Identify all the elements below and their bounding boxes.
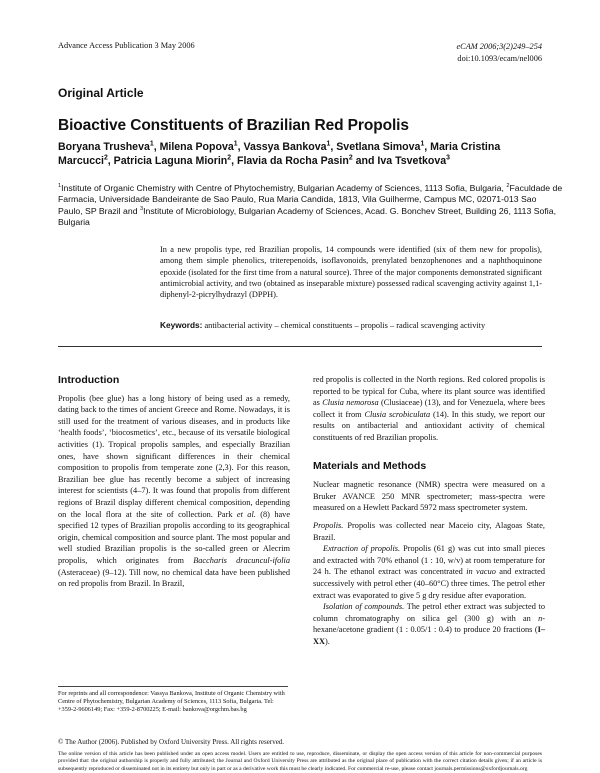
article-type: Original Article	[58, 86, 144, 100]
author-affil-marker: 1	[420, 140, 425, 148]
introduction-heading: Introduction	[58, 374, 120, 386]
abstract: In a new propolis type, red Brazilian propolis, 14 compounds were identified (six of them new for propolis), among them simple phenolics, triterepenoids, isoflavonoids, prenylated benzophenones and a naphthoquinone epoxide (isolated for the first time from a natural source). Three of the major components demonstrated significant antimicrobial activity, and two (obtained as inseparable mixture) possessed radical scavenging activity against 1,1-diphenyl-2-picrylhydrazyl (DPPH).	[160, 245, 542, 300]
author-name: Vassya Bankova	[243, 141, 327, 153]
journal-citation	[457, 41, 543, 65]
affiliation-3: Institute of Microbiology, Bulgarian Academy of Sciences, Acad. G. Bonchev Street, Building 26, 1113 Sofia, Bulgaria	[58, 205, 556, 228]
methods-heading: Materials and Methods	[313, 459, 427, 472]
affiliation-1: Institute of Organic Chemistry with Centre of Phytochemistry, Bulgarian Academy of Sciences, 1113 Sofia, Bulgaria,	[61, 183, 504, 193]
author-affil-marker: 2	[227, 154, 232, 162]
author-affil-marker: 2	[103, 154, 108, 162]
author-affil-marker: 1	[233, 140, 238, 148]
intro-paragraph-2: red propolis is collected in the North regions. Red colored propolis is reported to be typical for Cuba, where its plant source was identified as Clusia nemorosa (Clusiaceae) (13), and for Venezuela, where bees collect it from Clusia scrobiculata (14). In this study, we report our results on antibacterial and antioxidant activity of chemical constituents of red Brazilian propolis.	[313, 375, 546, 442]
author-name: Maria Cristina Marcucci	[58, 141, 501, 167]
affiliations	[58, 183, 563, 229]
author-name: Flavia da Rocha Pasin	[236, 155, 349, 167]
affiliation-2: Faculdade de Farmacia, Universidade Bandeirante de Sao Paulo, Rua Maria Candida, 1813, Vila Guilherme, Campus MC, 02071-013 Sao Paulo, SP Brazil and	[58, 183, 563, 216]
keywords-label: Keywords:	[160, 320, 203, 330]
isolation-paragraph: Isolation of compounds. The petrol ether extract was subjected to column chromatography on silica gel (300 g) with an n-hexane/acetone gradient (1 : 0.05/1 : 0.4) to produce 20 fractions (I–XX).	[313, 602, 545, 646]
methods-paragraph-1: Nuclear magnetic resonance (NMR) spectra were measured on a Bruker AVANCE 250 MNR spectrometer; mass-spectra were measured on a Hewlett Packard 5972 mass spectrometer system.	[313, 480, 545, 513]
publication-date-header: Advance Access Publication 3 May 2006	[58, 41, 195, 50]
affil-marker: 2	[506, 183, 510, 190]
author-name: Patricia Laguna Miorin	[113, 155, 228, 167]
author-affil-marker: 1	[149, 140, 154, 148]
author-affil-marker: 1	[326, 140, 331, 148]
correspondence-footnote: For reprints and all correspondence: Vassya Bankova, Institute of Organic Chemistry with Centre of Phytochemistry, Bulgarian Academy of Sciences, 1113 Sofia, Bulgaria. Tel: +359-2-9606149; Fax: +359-2-8700225; E-mail: bankova@orgchm.bas.bg	[58, 690, 285, 713]
extraction-paragraph: Extraction of propolis. Propolis (61 g) was cut into small pieces and extracted with 70% ethanol (1 : 10, w/v) at room temperature for 24 h. The ethanol extract was concentrated in vacuo and extracted successively with petrol ether (40–60°C) three times. The petrol ether extract was evaporated to give 5 g dry residue after evaporation.	[313, 544, 546, 600]
doi[interactable]: doi:10.1093/ecam/nel006	[457, 54, 542, 63]
affil-marker: 1	[58, 183, 62, 190]
author-name: Svetlana Simova	[336, 141, 421, 153]
author-name: Iva Tsvetkova	[377, 155, 447, 167]
affil-marker: 3	[139, 205, 144, 212]
journal-reference: eCAM 2006;3(2)249–254	[456, 42, 542, 51]
author-affil-marker: 2	[348, 154, 353, 162]
keywords	[160, 320, 542, 330]
intro-paragraph-1: Propolis (bee glue) has a long history of being used as a remedy, dating back to the times of ancient Greece and Rome. Nowadays, it is still used for the treatment of various diseases, and in products like ‘health foods’, ‘biocosmetics’, etc., because of its versatile biological activities (1). Tropical propolis samples, and especially Brazilian ones, have shown significant differences in their chemical composition to propolis from temperate zone (2,3). For this reason, Brazilian bee glue has recently become a subject of increasing interest for scientists (4–7). It was found that propolis from different regions of Brazil display different chemical composition, depending on the local flora at the site of collection. Park et al. (8) have specified 12 types of Brazilian propolis according to its geographical origin, chemical composition and source plant. The most popular and well studied Brazilian propolis is the so-called green or Alecrim propolis, which originates from Baccharis dracuncul-ifolia (Asteraceae) (9–12). Till now, no chemical data have been published on red propolis from Brazil. In Brazil,	[58, 393, 291, 589]
footnote-rule	[58, 686, 288, 687]
keywords-text: antibacterial activity – chemical constituents – propolis – radical scavenging activity	[204, 321, 486, 330]
author-name: Boryana Trusheva	[58, 141, 150, 153]
right-column	[313, 374, 545, 647]
paper-title: Bioactive Constituents of Brazilian Red Propolis	[58, 117, 409, 134]
author-name: Milena Popova	[159, 141, 234, 153]
section-divider	[58, 346, 542, 347]
copyright: © The Author (2006). Published by Oxford University Press. All rights reserved.	[58, 738, 285, 746]
left-column	[58, 375, 290, 590]
author-affil-marker: 3	[446, 154, 450, 162]
author-list: Boryana Trusheva$^1$, Milena Popova$^1$, Vassya Bankova$^1$, Svetlana Simova$^1$, Maria Cristina Marcucci$^2$, Patricia Laguna Miorin$^2$, Flavia da Rocha Pasin$^2$ and Iva Tsvetkova$^3$	[58, 140, 501, 167]
license-notice: The online version of this article has been published under an open access model. Users are entitled to use, reproduce, disseminate, or display the open access version of this article for non-commercial purposes provided that: the original authorship is properly and fully attributed; the Journal and Oxford University Press are attributed as the original place of publication with the correct citation details given; if an article is subsequently reproduced or disseminated not in its entirety but only in part or as a derivative work this must be clearly indicated. For commercial re-use, please contact journals.permissions@oxfordjournals.org	[58, 751, 542, 772]
propolis-paragraph: Propolis. Propolis was collected near Maceio city, Alagoas State, Brazil.	[313, 520, 545, 542]
